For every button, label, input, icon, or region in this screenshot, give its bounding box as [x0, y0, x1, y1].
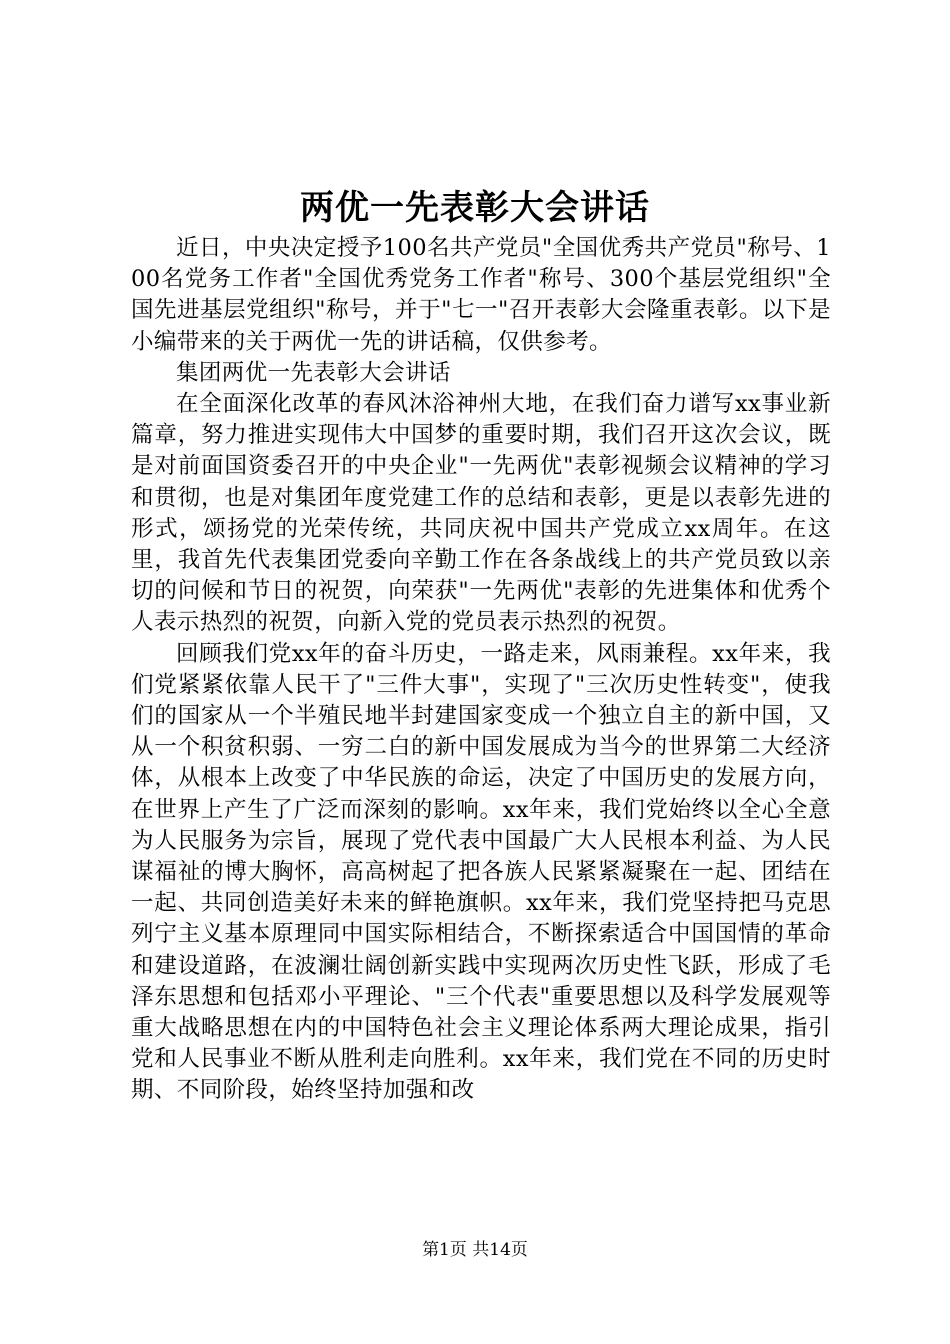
page-footer — [0, 1238, 950, 1262]
body-paragraph: 在全面深化改革的春风沐浴神州大地，在我们奋力谱写xx事业新篇章，努力推进实现伟大中国梦的重要时期，我们召开这次会议，既是对前面国资委召开的中央企业"一先两优"表彰视频会议精神的学习和贯彻，也是对集团年度党建工作的总结和表彰，更是以表彰先进的形式，颂扬党的光荣传统，共同庆祝中国共产党成立xx周年。在这里，我首先代表集团党委向辛勤工作在各条战线上的共产党员致以亲切的问候和节日的祝贺，向荣获"一先两优"表彰的先进集体和优秀个人表示热烈的祝贺，向新入党的党员表示热烈的祝贺。 — [131, 391, 831, 636]
section-heading: 集团两优一先表彰大会讲话 — [176, 359, 451, 386]
body-paragraph: 回顾我们党xx年的奋斗历史，一路走来，风雨兼程。xx年来，我们党紧紧依靠人民干了"三件大事"，实现了"三次历史性转变"，使我们的国家从一个半殖民地半封建国家变成一个独立自主的新中国，又从一个积贫积弱、一穷二白的新中国发展成为当今的世界第二大经济体，从根本上改变了中华民族的命运，决定了中国历史的发展方向，在世界上产生了广泛而深刻的影响。xx年来，我们党始终以全心全意为人民服务为宗旨，展现了党代表中国最广大人民根本利益、为人民谋福祉的博大胸怀，高高树起了把各族人民紧紧凝聚在一起、团结在一起、共同创造美好未来的鲜艳旗帜。xx年来，我们党坚持把马克思列宁主义基本原理同中国实际相结合，不断探索适合中国国情的革命和建设道路，在波澜壮阔创新实践中实现两次历史性飞跃，形成了毛泽东思想和包括邓小平理论、"三个代表"重要思想以及科学发展观等重大战略思想在内的中国特色社会主义理论体系两大理论成果，指引党和人民事业不断从胜利走向胜利。xx年来，我们党在不同的历史时期、不同阶段，始终坚持加强和改 — [131, 640, 831, 1104]
document-body — [131, 233, 831, 1107]
intro-paragraph: 近日，中央决定授予100名共产党员"全国优秀共产党员"称号、100名党务工作者"全国优秀党务工作者"称号、300个基层党组织"全国先进基层党组织"称号，并于"七一"召开表彰大会隆重表彰。以下是小编带来的关于两优一先的讲话稿，仅供参考。 — [131, 235, 831, 355]
page-indicator: 第1页 共14页 — [422, 1240, 528, 1260]
page-title: 两优一先表彰大会讲话 — [300, 188, 650, 228]
